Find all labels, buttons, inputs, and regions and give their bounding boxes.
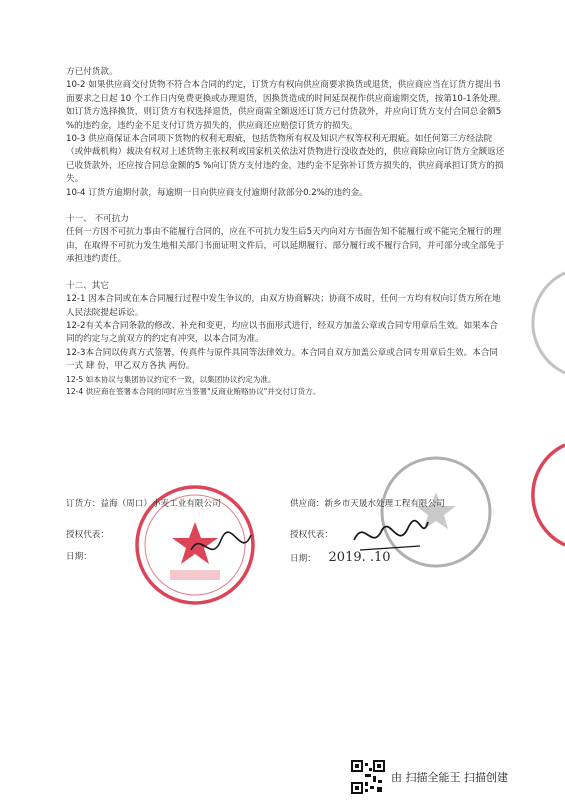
contract-body (66, 66, 506, 398)
clause-12-5: 12-5 如本协议与集团协议约定不一致，以集团协议约定为准。 (66, 374, 276, 384)
signature-date-row (66, 550, 506, 565)
clause-12-2: 12-2有关本合同条款的修改、补充和变更，均应以书面形式进行，经双方加盖公章或合同专用章后生效。如果本合同的约定与之前双方的约定有冲突，以本合同为准。 (66, 320, 499, 345)
signature-agent-row (66, 528, 506, 540)
signature-company-row (66, 497, 506, 509)
edge-seal-right-top (515, 268, 565, 378)
section-11-text: 任何一方因不可抗力事由不能履行合同的，应在不可抗力发生后5天内向对方书面告知不能履行或不能完全履行的理由，在取得不可抗力发生地相关部门书面证明文件后，可以延期履行、部分履行或不履行合同，并可部分或全部免于承担违约责任。 (66, 227, 505, 265)
paragraph-top: 方已付货款。 (66, 67, 118, 77)
handwritten-date: 2019. .10 (328, 550, 391, 565)
edge-seal-right-bottom (520, 440, 565, 550)
supplier-date-label: 日期： 2019. .10 (290, 550, 391, 565)
scanner-footer (351, 760, 508, 794)
clause-12-4: 12-4 供应商在签署本合同的同时应当签署"反商业贿赂协议"并交付订货方。 (66, 386, 321, 396)
clause-12-1: 12-1 因本合同或在本合同履行过程中发生争议的，由双方协商解决；协商不成时，任何一方均有权向订货方所在地人民法院提起诉讼。 (66, 294, 501, 318)
supplier-agent-label: 授权代表： (290, 530, 333, 540)
buyer-date-label: 日期： (66, 552, 92, 562)
buyer-agent-label: 授权代表： (66, 530, 109, 540)
scanner-footer-text: 由 扫描全能王 扫描创建 (391, 771, 508, 784)
buyer-name: 订货方：益海（周口）小麦工业有限公司 (66, 499, 221, 509)
clause-10-2: 10-2 如果供应商交付货物不符合本合同的约定，订货方有权向供应商要求换货或退货，供应商应当在订货方提出书面要求之日起 10 个工作日内免费更换或办理退货，因换货造成的时间延误视作供应商逾期交货，按第10-1条处理。如订货方选择换货，则订货方有权选择退货，供应商需全额返还订货方已付货款外，并应向订货方支付合同总金额5 %的违约金，违约金不足支付订货方损失的，供应商还应赔偿订货方的损失。 (66, 80, 506, 131)
buyer-handwritten-signature (186, 520, 256, 570)
qr-code-icon (351, 760, 385, 794)
section-11-heading: 十一、 不可抗力 (66, 214, 129, 225)
supplier-handwritten-signature (350, 512, 430, 562)
clause-10-3: 10-3 供应商保证本合同项下货物的权利无瑕疵，包括货物所有权及知识产权等权利无瑕疵。如任何第三方经法院（或仲裁机构）裁决有权对上述货物主张权利或国家机关依法对货物进行没收查处的，供应商除应向订货方全额返还已收货款外，还应按合同总金额的5 %向订货方支付违约金，违约金不足弥补订货方损失的，供应商承担订货方的损失。 (66, 134, 505, 185)
supplier-name: 供应商：新乡市天晟水处理工程有限公司 (290, 499, 445, 509)
section-12-heading: 十二、其它 (66, 280, 109, 291)
clause-10-4: 10-4 订货方逾期付款，每逾期一日向供应商支付逾期付款部分0.2%的违约金。 (66, 187, 368, 198)
clause-12-3: 12-3本合同以传真方式签署，传真件与原件具同等法律效力。本合同自双方加盖公章或合同专用章后生效。本合同一式 肆 份，甲乙双方各执 两份。 (66, 347, 499, 372)
